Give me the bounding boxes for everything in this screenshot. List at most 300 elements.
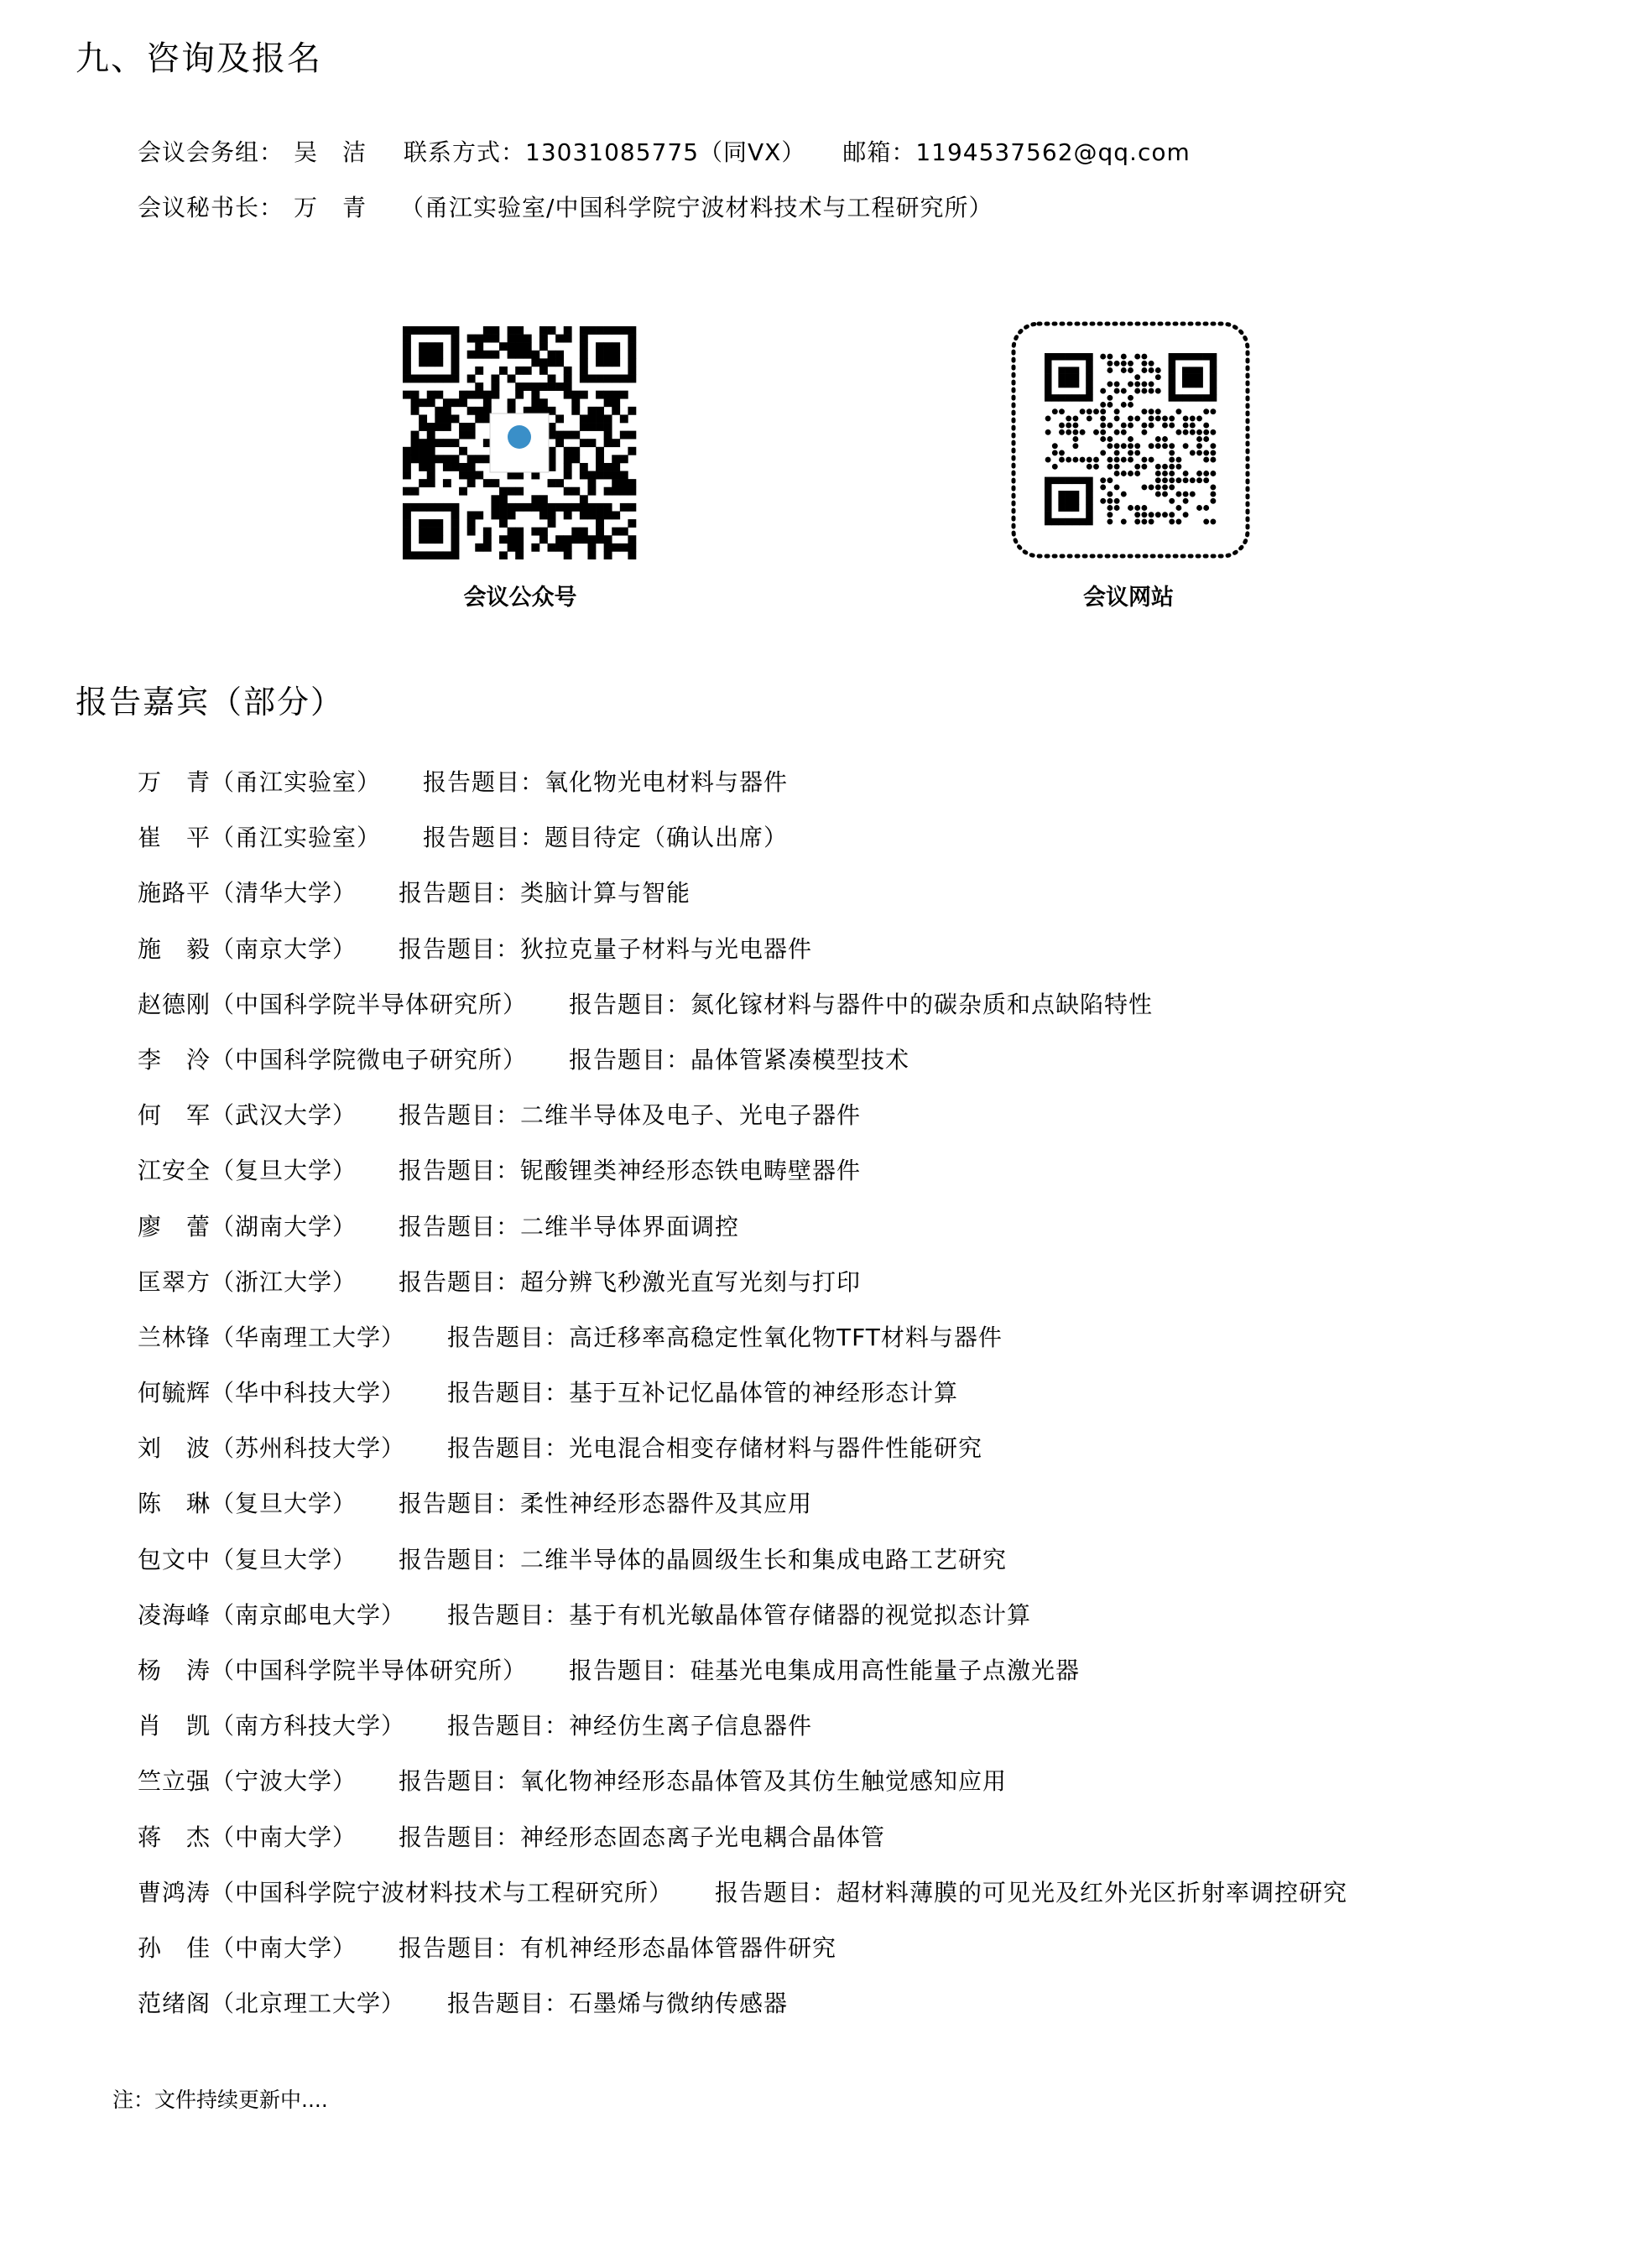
qr-module (1134, 381, 1140, 387)
qr-module (1149, 381, 1154, 387)
qr-module (1045, 484, 1052, 492)
qr-module (1196, 429, 1202, 435)
qr-module (1087, 415, 1092, 421)
qr-module (604, 351, 612, 359)
qr-module (1155, 477, 1161, 483)
qr-module (1210, 388, 1217, 395)
qr-module (1182, 374, 1190, 382)
qr-module (403, 455, 411, 463)
qr-module (580, 326, 588, 335)
qr-module (1175, 429, 1181, 435)
qr-module (1072, 415, 1078, 421)
qr-module (620, 479, 628, 487)
qr-module (1107, 492, 1113, 497)
qr-module (1045, 353, 1052, 361)
speaker-row (138, 1378, 1347, 1433)
qr-module (604, 342, 612, 351)
qr-module (515, 487, 524, 496)
qr-module (443, 423, 451, 431)
qr-module (548, 519, 556, 528)
speaker-affiliation: （复旦大学） (211, 1490, 357, 1518)
qr-module (1134, 518, 1140, 524)
qr-module (1141, 367, 1147, 373)
speaker-name: 赵德刚 (138, 990, 211, 1018)
qr-module (491, 375, 499, 383)
qr-module (596, 471, 604, 480)
qr-module (539, 326, 548, 335)
qr-module (531, 503, 539, 512)
qr-module (1183, 492, 1189, 497)
secretary-affiliation: （甬江实验室/中国科学院宁波材料技术与工程研究所） (400, 194, 993, 221)
speaker-name: 何毓辉 (138, 1379, 211, 1407)
qr-module (419, 375, 427, 383)
qr-module (587, 511, 596, 519)
qr-module (1086, 518, 1093, 526)
qr-module (427, 398, 435, 407)
qr-module (435, 407, 443, 415)
qr-module (467, 351, 476, 359)
qr-module (403, 471, 411, 480)
qr-module (564, 535, 572, 544)
qr-module (1155, 415, 1161, 421)
qr-module (587, 544, 596, 552)
qr-module (539, 342, 548, 351)
qr-module (435, 423, 443, 431)
qr-module (1141, 429, 1147, 435)
qr-module (571, 431, 580, 440)
qr-module (620, 455, 628, 463)
qr-module (596, 463, 604, 471)
qr-module (1162, 471, 1168, 476)
qr-module (564, 551, 572, 559)
qr-module (620, 544, 628, 552)
speaker-topic: 报告题目：氧化物神经形态晶体管及其仿生触觉感知应用 (399, 1767, 1008, 1796)
qr-module (427, 342, 435, 351)
qr-module (628, 351, 636, 359)
secretariat-label: 会议会务组： (138, 138, 284, 166)
qr-module (1066, 415, 1071, 421)
qr-module (491, 382, 499, 391)
qr-module (1045, 367, 1052, 374)
qr-module (467, 375, 476, 383)
qr-module (596, 407, 604, 415)
qr-module (555, 535, 564, 544)
qr-module (451, 375, 460, 383)
qr-module (1196, 436, 1202, 442)
qr-module (531, 544, 539, 552)
qr-module (467, 423, 476, 431)
qr-module (531, 351, 539, 359)
qr-module (1086, 477, 1093, 485)
qr-module (612, 398, 620, 407)
qr-module (1045, 518, 1052, 526)
qr-module (1155, 367, 1161, 373)
speaker-row (138, 1212, 1347, 1267)
qr-module (1162, 436, 1168, 442)
qr-module (1175, 464, 1181, 470)
qr-module (1189, 381, 1196, 388)
speaker-topic: 报告题目：二维半导体的晶圆级生长和集成电路工艺研究 (399, 1545, 1008, 1574)
qr-module (419, 326, 427, 335)
speaker-name: 包文中 (138, 1545, 211, 1574)
qr-module (475, 511, 483, 519)
qr-module (1086, 497, 1093, 505)
qr-module (451, 528, 460, 536)
qr-module (1134, 354, 1140, 360)
qr-module (1114, 484, 1120, 490)
qr-module (1203, 477, 1209, 483)
qr-module (1141, 381, 1147, 387)
qr-module (1190, 423, 1196, 429)
speaker-topic: 报告题目：基于有机光敏晶体管存储器的视觉拟态计算 (447, 1600, 1032, 1629)
qr-module (1203, 518, 1209, 524)
qr-module (1072, 381, 1080, 388)
qr-module (499, 487, 508, 496)
qr-module (451, 351, 460, 359)
qr-module (411, 551, 420, 559)
qr-module (1196, 367, 1203, 374)
qr-module (1141, 505, 1147, 511)
qr-module (435, 351, 443, 359)
qr-module (419, 528, 427, 536)
qr-module (564, 544, 572, 552)
qr-module (403, 503, 411, 512)
qr-module (580, 463, 588, 471)
qr-module (596, 528, 604, 536)
qr-module (580, 391, 588, 399)
qr-module (1107, 457, 1113, 463)
qr-module (1107, 477, 1113, 483)
qr-module (1141, 388, 1147, 394)
qr-module (596, 351, 604, 359)
qr-module (467, 455, 476, 463)
qr-module (1121, 492, 1127, 497)
qr-module (1196, 374, 1203, 382)
qr-module (1072, 491, 1080, 498)
qr-module (1141, 408, 1147, 414)
qr-module (555, 503, 564, 512)
qr-module (539, 535, 548, 544)
speaker-topic: 报告题目：题目待定（确认出席） (423, 824, 789, 852)
speaker-topic: 报告题目：有机神经形态晶体管器件研究 (399, 1933, 837, 1962)
qr-module (1175, 518, 1181, 524)
qr-module (499, 551, 508, 559)
qr-module (467, 519, 476, 528)
qr-module (604, 544, 612, 552)
qr-module (1066, 374, 1073, 382)
qr-module (1162, 423, 1168, 429)
qr-module (1107, 367, 1113, 373)
qr-module (419, 551, 427, 559)
qr-module (587, 551, 596, 559)
speaker-affiliation: （中国科学院半导体研究所） (211, 990, 528, 1018)
qr-module (451, 326, 460, 335)
qr-module (580, 511, 588, 519)
qr-module (1121, 518, 1127, 524)
qr-module (628, 326, 636, 335)
qr-module (1190, 415, 1196, 421)
qr-module (596, 519, 604, 528)
speaker-name: 杨 涛 (138, 1657, 211, 1684)
qr-module (596, 375, 604, 383)
qr-module (1210, 408, 1216, 414)
qr-module (571, 447, 580, 455)
qr-module (564, 367, 572, 375)
qr-module (604, 431, 612, 440)
qr-module (1086, 394, 1093, 402)
speaker-affiliation: （华南理工大学） (211, 1323, 406, 1351)
qr-module (1066, 518, 1073, 526)
qr-module (1066, 367, 1073, 374)
qr-module (419, 503, 427, 512)
qr-module (620, 391, 628, 399)
qr-module (1058, 353, 1066, 361)
qr-module (1210, 429, 1216, 435)
qr-module (596, 423, 604, 431)
qr-module (1183, 415, 1189, 421)
qr-module (1196, 505, 1202, 511)
qr-module (1189, 367, 1196, 374)
qr-module (1045, 512, 1052, 519)
qr-module (1203, 471, 1209, 476)
qr-module (524, 382, 532, 391)
qr-module (1203, 423, 1209, 429)
qr-module (1045, 497, 1052, 505)
qr-module (443, 398, 451, 407)
qr-module (403, 463, 411, 471)
qr-module (531, 358, 539, 367)
qr-module (1183, 471, 1189, 476)
qr-module (612, 544, 620, 552)
qr-module (1175, 353, 1183, 361)
speaker-name: 施 毅 (138, 934, 211, 963)
qr-module (1203, 353, 1211, 361)
qr-module (524, 503, 532, 512)
qr-module (1128, 423, 1133, 429)
qr-module (1093, 408, 1099, 414)
qr-module (1079, 394, 1087, 402)
qr-module (1079, 477, 1087, 485)
qr-module (1162, 512, 1168, 518)
qr-module (443, 479, 451, 487)
qr-module (427, 391, 435, 399)
qr-module (596, 342, 604, 351)
qr-module (427, 358, 435, 367)
qr-module (1058, 381, 1066, 388)
qr-module (427, 535, 435, 544)
qr-module (1080, 429, 1086, 435)
qr-module (539, 511, 548, 519)
qr-module (1155, 484, 1161, 490)
qr-module (403, 342, 411, 351)
qr-module (1210, 381, 1217, 388)
qr-module (580, 375, 588, 383)
speaker-topic: 报告题目：晶体管紧凑模型技术 (569, 1045, 910, 1074)
qr-module (403, 351, 411, 359)
speaker-affiliation: （中南大学） (211, 1933, 357, 1962)
speaker-topic: 报告题目：柔性神经形态器件及其应用 (399, 1490, 813, 1518)
qr-module (1066, 423, 1071, 429)
speaker-affiliation: （中南大学） (211, 1823, 357, 1851)
qr-module (1134, 505, 1140, 511)
speaker-row (138, 1267, 1347, 1323)
qr-module (596, 455, 604, 463)
speaker-topic: 报告题目：高迁移率高稳定性氧化物TFT材料与器件 (447, 1323, 1003, 1351)
qr-module (1190, 492, 1196, 497)
qr-module (1196, 450, 1202, 455)
qr-module (571, 455, 580, 463)
qr-module (459, 391, 467, 399)
qr-module (1045, 394, 1052, 402)
qr-module (1189, 374, 1196, 382)
qr-module (1210, 367, 1217, 374)
qr-module (1114, 457, 1120, 463)
qr-module (403, 487, 411, 496)
qr-module (483, 535, 492, 544)
qr-module (1107, 436, 1113, 442)
qr-module (1134, 471, 1140, 476)
qr-module (491, 511, 499, 519)
qr-module (508, 487, 516, 496)
qr-module (467, 479, 476, 487)
qr-module (1066, 353, 1073, 361)
qr-module (499, 511, 508, 519)
speaker-row (138, 990, 1347, 1045)
qr-module (1059, 423, 1065, 429)
qr-module (1072, 353, 1080, 361)
qr-module (491, 391, 499, 399)
qr-module (539, 358, 548, 367)
qr-module (1072, 394, 1080, 402)
qr-module (403, 519, 411, 528)
qr-module (596, 447, 604, 455)
qr-module (1149, 443, 1154, 449)
qr-module (451, 358, 460, 367)
qr-module (604, 439, 612, 447)
qr-module (427, 519, 435, 528)
qr-module (604, 535, 612, 544)
qr-module (483, 398, 492, 407)
qr-module (596, 326, 604, 335)
qr-module (1058, 374, 1066, 382)
qr-module (1128, 415, 1133, 421)
qr-module (612, 351, 620, 359)
qr-module (1210, 484, 1216, 490)
speaker-name: 崔 平 (138, 824, 211, 852)
qr-module (628, 519, 636, 528)
qr-module (1182, 353, 1190, 361)
qr-module (555, 358, 564, 367)
qr-module (515, 551, 524, 559)
speaker-affiliation: （清华大学） (211, 879, 357, 908)
qr-module (515, 382, 524, 391)
speaker-affiliation: （华中科技大学） (211, 1379, 406, 1407)
qr-module (435, 535, 443, 544)
qr-module (411, 487, 420, 496)
qr-module (427, 439, 435, 447)
qr-module (1114, 471, 1120, 476)
speaker-row (138, 1600, 1347, 1656)
qr-module (435, 391, 443, 399)
qr-module (443, 503, 451, 512)
qr-module (1134, 512, 1140, 518)
qr-module (1155, 374, 1161, 380)
qr-module (1121, 443, 1127, 449)
secretariat-line (138, 134, 1191, 168)
qr-module (571, 407, 580, 415)
qr-module (451, 551, 460, 559)
qr-module (1210, 471, 1216, 476)
qr-module (564, 335, 572, 343)
qr-module (580, 503, 588, 512)
speaker-name: 曹鸿涛 (138, 1878, 211, 1906)
speaker-topic: 报告题目：石墨烯与微纳传感器 (447, 1990, 789, 2018)
qr-module (1045, 388, 1052, 395)
qr-module (1107, 381, 1113, 387)
qr-module (620, 528, 628, 536)
qr-module (1051, 394, 1059, 402)
qr-module (539, 503, 548, 512)
qr-module (427, 447, 435, 455)
qr-module (1100, 415, 1106, 421)
qr-module (451, 342, 460, 351)
qr-module (604, 471, 612, 480)
qr-module (1059, 457, 1065, 463)
speaker-topic: 报告题目：类脑计算与智能 (399, 879, 691, 908)
qr-module (571, 487, 580, 496)
qr-module (587, 414, 596, 423)
speaker-affiliation: （浙江大学） (211, 1267, 357, 1296)
qr-module (548, 375, 556, 383)
qr-module (1114, 450, 1120, 455)
qr-module (427, 479, 435, 487)
qr-module (1066, 491, 1073, 498)
qr-module (1058, 491, 1066, 498)
qr-module (427, 326, 435, 335)
qr-module (580, 439, 588, 447)
qr-module (427, 463, 435, 471)
speaker-affiliation: （湖南大学） (211, 1212, 357, 1241)
speaker-row (138, 823, 1347, 878)
qr-module (539, 335, 548, 343)
qr-module (1072, 518, 1080, 526)
qr-module (531, 382, 539, 391)
qr-module (580, 471, 588, 480)
qr-module (427, 528, 435, 536)
qr-module (604, 423, 612, 431)
qr-module (1086, 360, 1093, 367)
qr-module (1107, 395, 1113, 401)
qr-module (1203, 429, 1209, 435)
qr-module (475, 414, 483, 423)
qr-module (1210, 492, 1216, 497)
qr-module (612, 342, 620, 351)
qr-module (467, 471, 476, 480)
speaker-row (138, 1989, 1347, 2044)
qr-module (1128, 471, 1133, 476)
qr-module (1189, 394, 1196, 402)
qr-module (1169, 471, 1175, 476)
qr-module (564, 431, 572, 440)
qr-module (620, 326, 628, 335)
qr-module (580, 342, 588, 351)
qr-module (628, 335, 636, 343)
qr-module (1128, 436, 1133, 442)
qr-module (1141, 354, 1147, 360)
qr-module (571, 391, 580, 399)
qr-module (587, 487, 596, 496)
qr-module (499, 367, 508, 375)
